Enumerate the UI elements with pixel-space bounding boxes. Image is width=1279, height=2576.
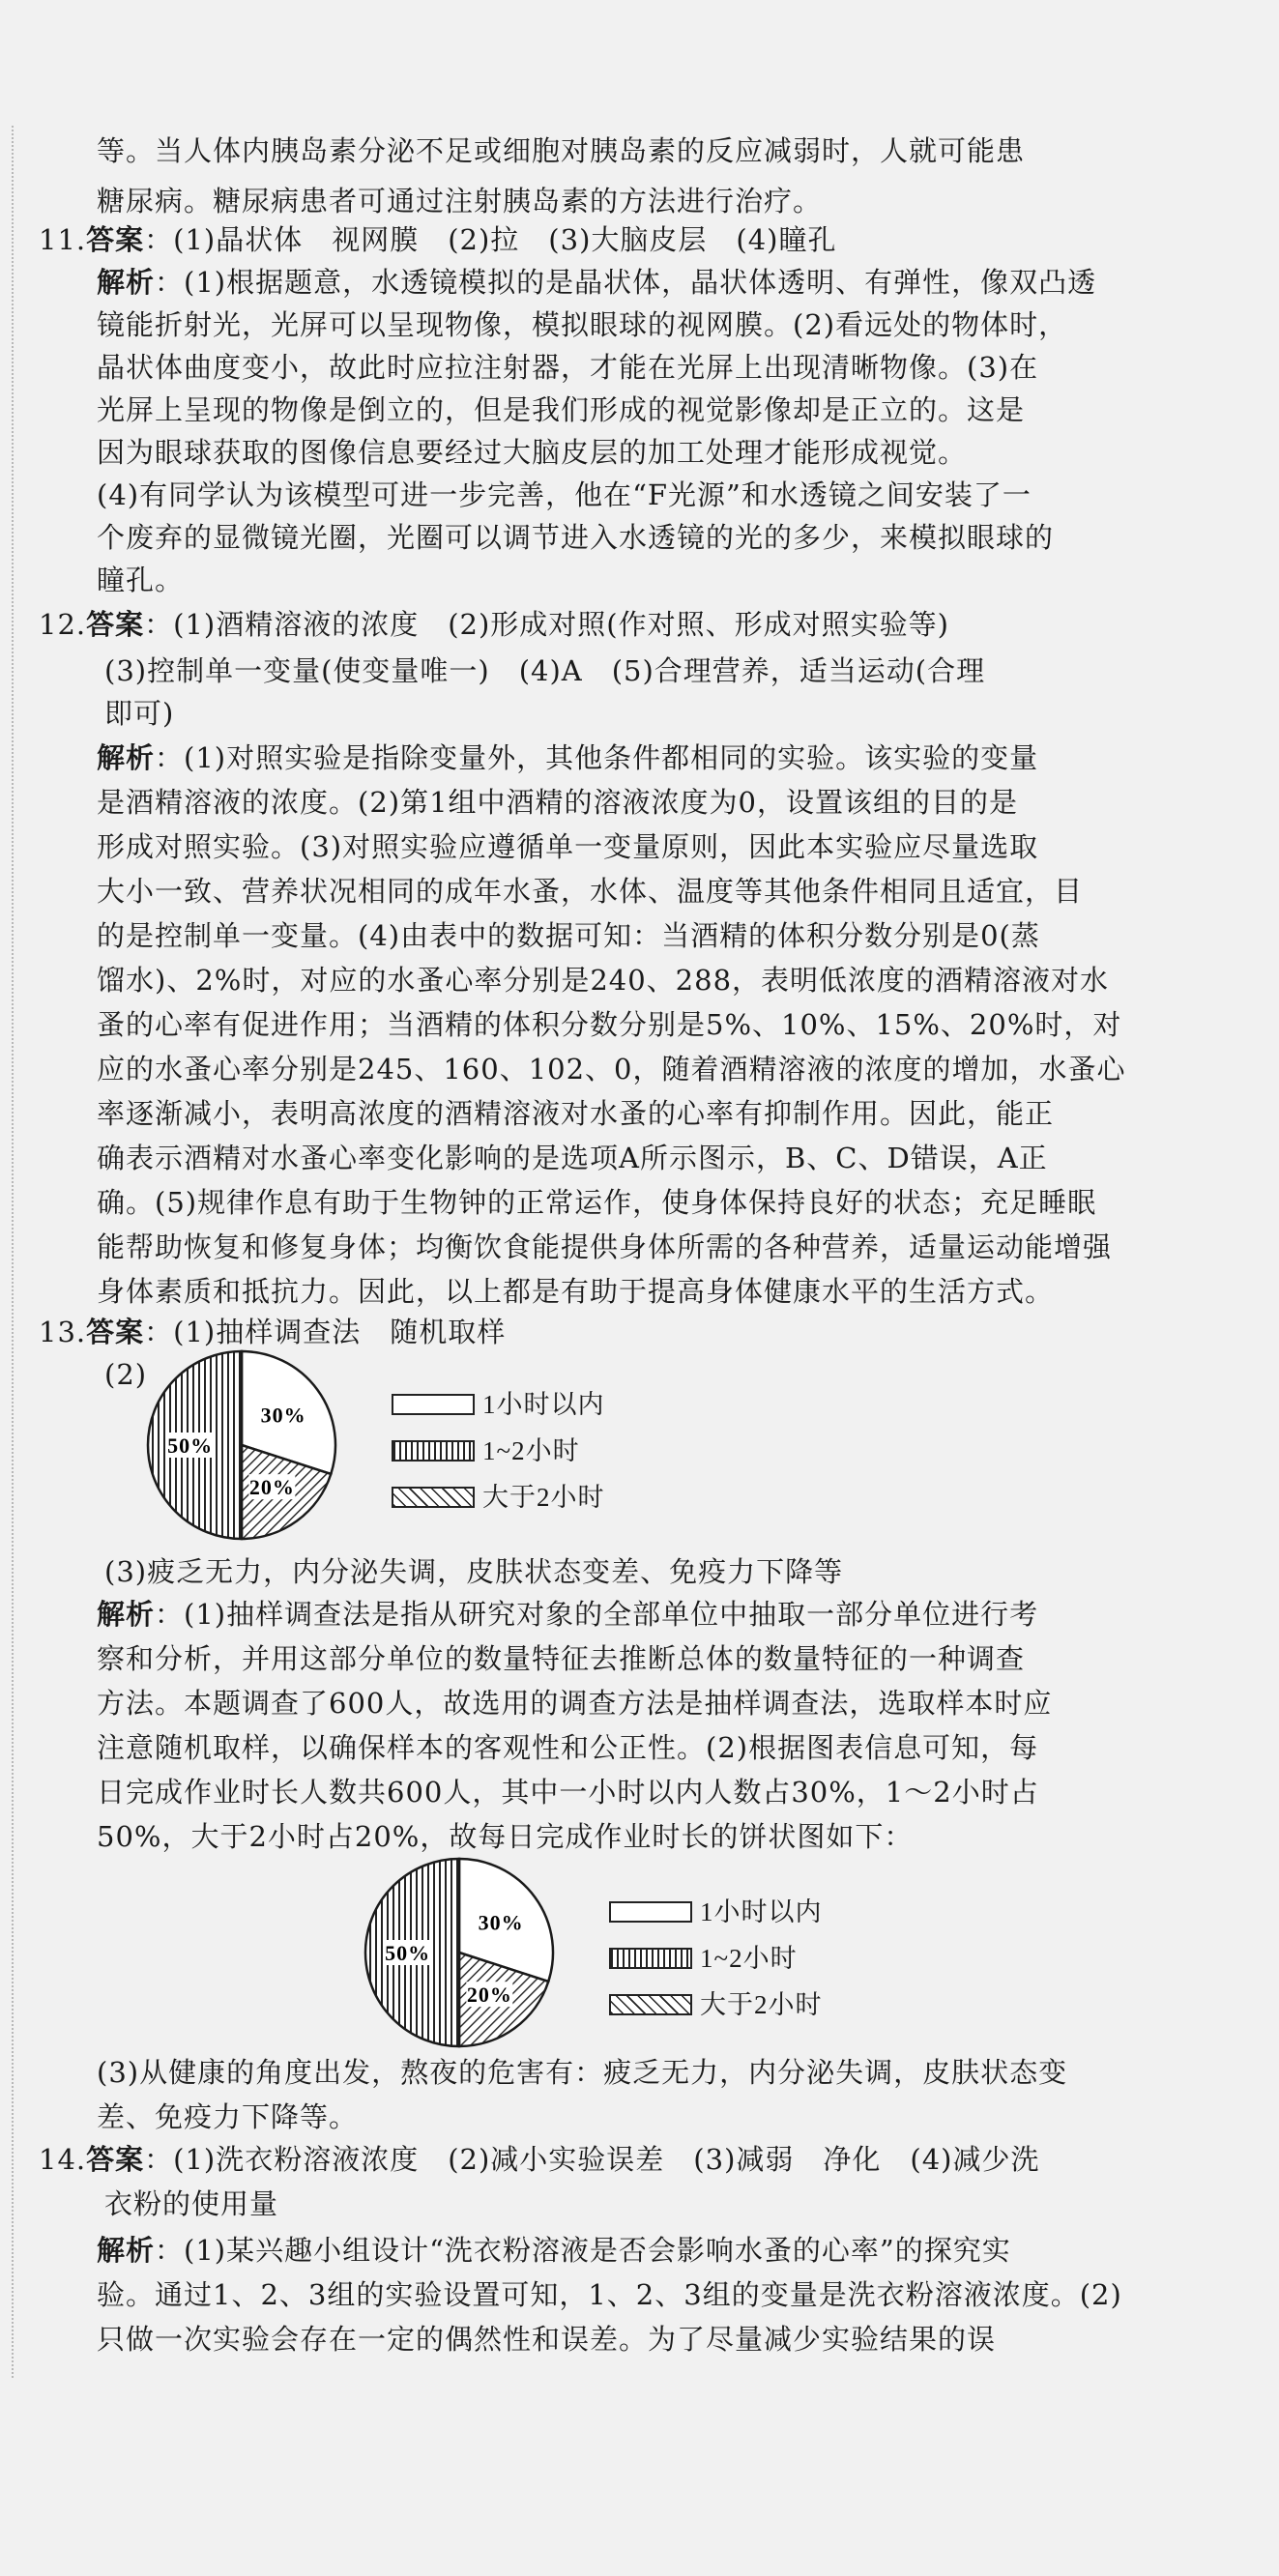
legend-swatch [609,1994,692,2015]
legend-item [392,1472,605,1522]
answer-text: ：(1)抽样调查法 随机取样 [144,1316,507,1348]
legend-label: 1小时以内 [700,1897,823,1926]
pie-slice-label: 50% [167,1433,214,1458]
pie-slice-label: 30% [260,1403,306,1428]
explanation-text: ：(1)对照实验是指除变量外，其他条件都相同的实验。该实验的变量 [155,741,1039,774]
explanation-line: 察和分析，并用这部分单位的数量特征去推断总体的数量特征的一种调查 [97,1642,1026,1675]
explanation-line: 光屏上呈现的物像是倒立的，但是我们形成的视觉影像却是正立的。这是 [97,393,1026,426]
explanation-line: 方法。本题调查了600人，故选用的调查方法是抽样调查法，选取样本时应 [97,1687,1053,1720]
explanation-line: 大小一致、营养状况相同的成年水蚤，水体、温度等其他条件相同且适宜，目 [97,875,1084,908]
explanation-line: 率逐渐减小，表明高浓度的酒精溶液对水蚤的心率有抑制作用。因此，能正 [97,1097,1055,1130]
text-line: 糖尿病。糖尿病患者可通过注射胰岛素的方法进行治疗。 [97,185,823,217]
explanation-line: 个废弃的显微镜光圈，光圈可以调节进入水透镜的光的多少，来模拟眼球的 [97,521,1055,554]
explanation-line: 身体素质和抵抗力。因此，以上都是有助于提高身体健康水平的生活方式。 [97,1275,1055,1308]
explanation-line: 形成对照实验。(3)对照实验应遵循单一变量原则，因此本实验应尽量选取 [97,830,1039,863]
explanation-line: (3)从健康的角度出发，熬夜的危害有：疲乏无力，内分泌失调，皮肤状态变 [97,2056,1068,2089]
answer-label: 答案 [86,2143,145,2176]
legend-item [392,1426,580,1476]
explanation-line: 差、免疫力下降等。 [97,2100,359,2133]
explanation-line: 馏水)、2%时，对应的水蚤心率分别是240、288，表明低浓度的酒精溶液对水 [97,964,1110,997]
explanation-line: 验。通过1、2、3组的实验设置可知，1、2、3组的变量是洗衣粉溶液浓度。(2) [97,2278,1122,2311]
explanation-label: 解析 [97,266,156,299]
explanation-line: 因为眼球获取的图像信息要经过大脑皮层的加工处理才能形成视觉。 [97,436,968,469]
answer-line: (3)疲乏无力，内分泌失调，皮肤状态变差、免疫力下降等 [104,1555,844,1588]
explanation-line: 50%，大于2小时占20%，故每日完成作业时长的饼状图如下： [97,1820,914,1853]
legend-swatch [392,1487,475,1508]
explanation-line: (4)有同学认为该模型可进一步完善，他在“F光源”和水透镜之间安装了一 [97,478,1032,511]
explanation-line: 只做一次实验会存在一定的偶然性和误差。为了尽量减少实验结果的误 [97,2323,997,2356]
explanation-line: 镜能折射光，光屏可以呈现物像，模拟眼球的视网膜。(2)看远处的物体时， [97,308,1068,341]
legend-swatch [609,1901,692,1923]
explanation-text: ：(1)某兴趣小组设计“洗衣粉溶液是否会影响水蚤的心率”的探究实 [155,2234,1011,2267]
pie-slice-label: 50% [385,1941,431,1965]
answer-line: 即可) [104,697,175,730]
legend-swatch [609,1948,692,1969]
question-number: 13. [39,1316,87,1348]
pie-slice-label: 30% [478,1910,524,1935]
pie-slice-label: 20% [248,1475,295,1500]
legend-item [609,1933,798,1983]
answer-line: 衣粉的使用量 [104,2187,279,2220]
legend-label: 大于2小时 [482,1483,605,1512]
explanation-line: 瞳孔。 [97,564,185,596]
explanation-text: ：(1)根据题意，水透镜模拟的是晶状体，晶状体透明、有弹性，像双凸透 [155,266,1097,299]
explanation-line: 蚤的心率有促进作用；当酒精的体积分数分别是5%、10%、15%、20%时，对 [97,1008,1122,1041]
answer-line: (2) [104,1358,148,1391]
legend-item [392,1379,605,1430]
explanation-line: 晶状体曲度变小，故此时应拉注射器，才能在光屏上出现清晰物像。(3)在 [97,351,1039,384]
explanation-label: 解析 [97,2234,156,2267]
text-line: 等。当人体内胰岛素分泌不足或细胞对胰岛素的反应减弱时，人就可能患 [97,134,1026,167]
explanation-label: 解析 [97,741,156,774]
answer-line: (3)控制单一变量(使变量唯一) (4)A (5)合理营养，适当运动(合理 [104,654,986,687]
question-14-answer [39,2134,1039,2185]
answer-label: 答案 [86,223,145,256]
legend-swatch [392,1440,475,1462]
explanation-label: 解析 [97,1598,156,1631]
explanation-line [97,2225,1011,2275]
explanation-line: 确表示酒精对水蚤心率变化影响的是选项A所示图示，B、C、D错误，A正 [97,1142,1048,1174]
question-number: 11. [39,223,87,256]
legend-item [609,1887,823,1937]
question-number: 12. [39,608,87,641]
answer-label: 答案 [86,1316,145,1348]
answer-text: ：(1)洗衣粉溶液浓度 (2)减小实验误差 (3)减弱 净化 (4)减少洗 [144,2143,1040,2176]
legend-item [609,1980,823,2030]
question-12-answer [39,599,949,650]
pie-chart-1 [140,1344,343,1547]
question-number: 14. [39,2143,87,2176]
explanation-line: 应的水蚤心率分别是245、160、102、0，随着酒精溶液的浓度的增加，水蚤心 [97,1053,1126,1085]
legend-label: 1~2小时 [482,1436,580,1465]
legend-label: 大于2小时 [700,1990,823,2019]
pie-slice-label: 20% [466,1983,512,2008]
legend-label: 1小时以内 [482,1390,605,1419]
explanation-line: 注意随机取样，以确保样本的客观性和公正性。(2)根据图表信息可知，每 [97,1731,1039,1764]
explanation-line: 是酒精溶液的浓度。(2)第1组中酒精的溶液浓度为0，设置该组的目的是 [97,786,1018,819]
legend-swatch [392,1394,475,1415]
explanation-line: 能帮助恢复和修复身体；均衡饮食能提供身体所需的各种营养，适量运动能增强 [97,1230,1113,1263]
explanation-line: 日完成作业时长人数共600人，其中一小时以内人数占30%，1～2小时占 [97,1776,1039,1809]
explanation-line [97,1589,1038,1639]
answer-text: ：(1)酒精溶液的浓度 (2)形成对照(作对照、形成对照实验等) [144,608,949,641]
explanation-line: 的是控制单一变量。(4)由表中的数据可知：当酒精的体积分数分别是0(蒸 [97,919,1040,952]
explanation-text: ：(1)抽样调查法是指从研究对象的全部单位中抽取一部分单位进行考 [155,1598,1039,1631]
pie-chart-2 [358,1851,561,2054]
legend-label: 1~2小时 [700,1944,798,1973]
answer-text: ：(1)晶状体 视网膜 (2)拉 (3)大脑皮层 (4)瞳孔 [144,223,837,256]
explanation-line: 确。(5)规律作息有助于生物钟的正常运作，使身体保持良好的状态；充足睡眠 [97,1186,1097,1219]
margin-binding-line [12,126,14,2378]
answer-label: 答案 [86,608,145,641]
explanation-line [97,733,1038,783]
